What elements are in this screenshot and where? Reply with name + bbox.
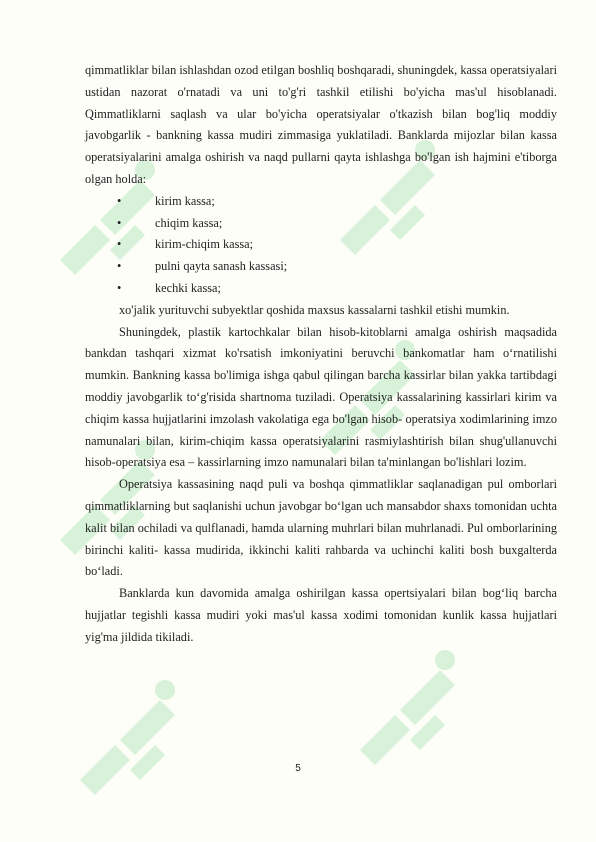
list-item-text: pulni qayta sanash kassasi;: [155, 259, 288, 274]
list-item: [85, 278, 557, 300]
paragraph-2: xo'jalik yurituvchi subyektlar qoshida maxsus kassalarni tashkil etishi mumkin.: [119, 302, 510, 317]
bullet-icon: •: [117, 215, 122, 230]
bullet-icon: •: [117, 193, 122, 208]
list-item-text: kechki kassa;: [155, 280, 221, 295]
document-body: [85, 60, 557, 649]
watermark-logo: [60, 670, 190, 800]
page-number: 5: [295, 763, 301, 774]
paragraph-5: Banklarda kun davomida amalga oshirilgan kassa opertsiyalari bilan bog‘liq barcha hujjatlar tegishli kassa mudiri yoki mas'ul kassa xodimi tomonidan kunlik kassa hujjatlari yig'ma jildida tikiladi.: [85, 586, 557, 644]
paragraph-1: qimmatliklar bilan ishlashdan ozod etilgan boshliq boshqaradi, shuningdek, kassa operatsiyalari ustidan nazorat o'rnatadi va uni to'g'ri tashkil etilishi bo'yicha mas'ul hisoblanadi. Qimmatliklarni saqlash va ular bo'yicha operatsiyalar o'tkazish bilan bog'liq moddiy javobgarlik - bankning kassa mudiri zimmasiga yuklatiladi. Banklarda mijozlar bilan kassa operatsiyalarini amalga oshirish va naqd pullarni qayta ishlashga bo'lgan ish hajmini e'tiborga olgan holda:: [85, 63, 557, 186]
list-item: [85, 191, 557, 213]
list-item-text: kirim-chiqim kassa;: [155, 237, 254, 252]
bullet-icon: •: [117, 280, 122, 295]
bullet-icon: •: [117, 259, 122, 274]
list-item: [85, 213, 557, 235]
paragraph-4: Operatsiya kassasining naqd puli va boshqa qimmatliklar saqlanadigan pul omborlari qimmatliklarning but saqlanishi uchun javobgar bo‘lgan uch mansabdor shaxs tomonidan uchta kalit bilan ochiladi va qulflanadi, hamda ularning muhrlari bilan muhrlanadi. Pul omborlarining birinchi kaliti- kassa mudirida, ikkinchi kaliti rahbarda va uchinchi kaliti bosh buxgalterda bo‘ladi.: [85, 477, 557, 579]
watermark-logo: [340, 640, 470, 770]
paragraph-3: Shuningdek, plastik kartochkalar bilan hisob-kitoblarni amalga oshirish maqsadida bankdan tashqari xizmat ko'rsatish imkoniyatini beruvchi bankomatlar ham o‘rnatilishi mumkin. Bankning kassa bo'limiga ishga qabul qilingan barcha kassirlar bilan yakka tartibdagi moddiy javobgarlik to‘g'risida shartnoma tuziladi. Operatsiya kassalarining kassirlari kirim va chiqim kassa hujjatlarini imzolash vakolatiga ega bo'lgan hisob- operatsiya xodimlarining imzo namunalari bilan, kirim-chiqim kassa operatsiyalarini rasmiylashtirish bilan shug'ullanuvchi hisob-operatsiya esa – kassirlarning imzo namunalari bilan ta'minlangan bo'lishlari lozim.: [85, 324, 557, 470]
list-item: [85, 256, 557, 278]
list-item-text: chiqim kassa;: [155, 215, 223, 230]
bullet-icon: •: [117, 237, 122, 252]
list-item-text: kirim kassa;: [155, 193, 215, 208]
list-item: [85, 234, 557, 256]
bullet-list: [85, 191, 557, 300]
